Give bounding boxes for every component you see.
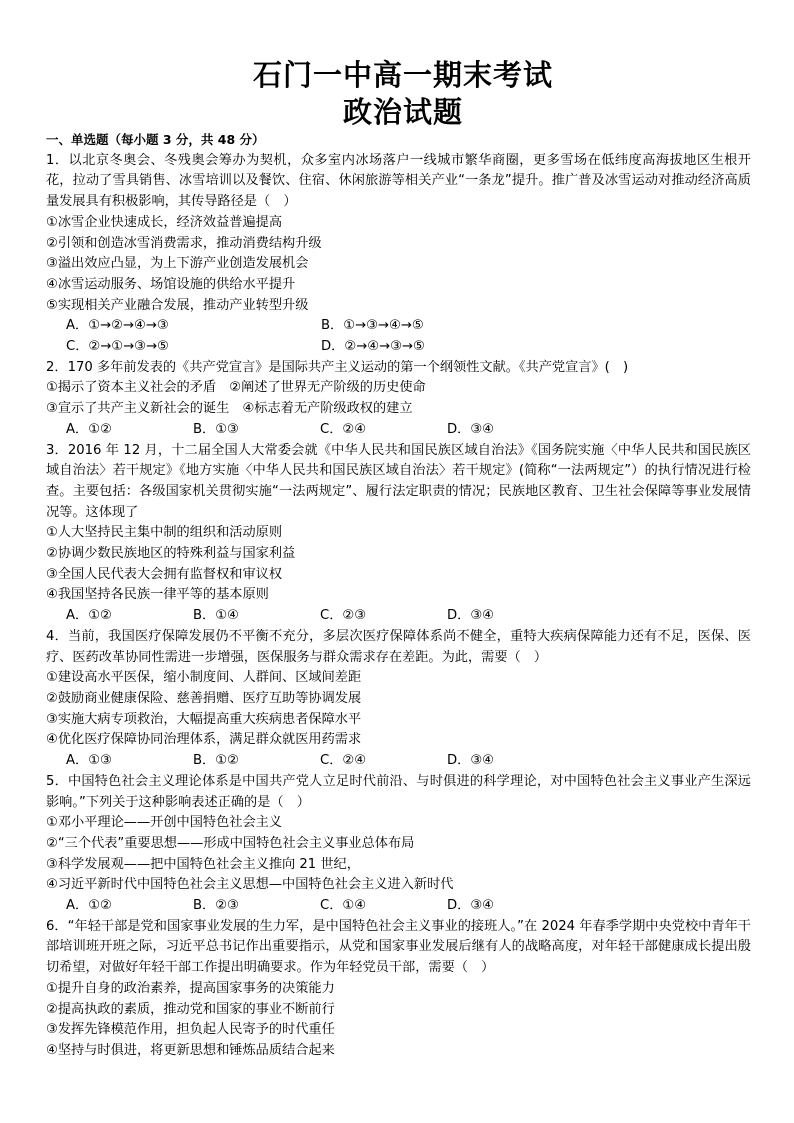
statement-item: ④优化医疗保障协同治理体系，满足群众就医用药需求 xyxy=(46,732,362,748)
option-a: A．①② xyxy=(66,608,112,624)
option-c: C．②④ xyxy=(320,753,367,769)
statement-item: ③实施大病专项救治，大幅提高重大疾病患者保障水平 xyxy=(46,711,362,727)
option-a: A．①③ xyxy=(66,753,112,769)
answer-options xyxy=(46,896,751,917)
option-d: D．③④ xyxy=(447,608,494,624)
option-d: D．③④ xyxy=(447,421,494,437)
statement-item: ①提升自身的政治素养，提高国家事务的决策能力 xyxy=(46,980,335,996)
option-d: D．②→④→③→⑤ xyxy=(321,339,425,355)
question-stem: 2．170 多年前发表的《共产党宣言》是国际共产主义运动的第一个纲领性文献。《共产党宣言》( ) xyxy=(46,359,629,375)
option-d: D．③④ xyxy=(447,753,494,769)
option-b: B．①② xyxy=(193,753,239,769)
section-heading: 一、单选题（每小题 3 分，共 48 分） xyxy=(46,132,265,147)
statement-item: ④习近平新时代中国特色社会主义思想—中国特色社会主义进入新时代 xyxy=(46,877,454,893)
question-stem: 5．中国特色社会主义理论体系是中国共产党人立足时代前沿、与时俱进的科学理论，对中国特色社会主义事业产生深远影响。”下列关于这种影响表述正确的是（ ） xyxy=(46,773,751,810)
option-b: B．②③ xyxy=(193,898,239,914)
answer-options xyxy=(46,420,751,441)
statement-item: ④我国坚持各民族一律平等的基本原则 xyxy=(46,587,269,603)
option-c: C．②→①→③→⑤ xyxy=(66,339,169,355)
statement-item: ①冰雪企业快速成长，经济效益普遍提高 xyxy=(46,214,283,230)
statement-item: ③溢出效应凸显，为上下游产业创造发展机会 xyxy=(46,256,309,272)
question-stem: 6．“年轻干部是党和国家事业发展的生力军，是中国特色社会主义事业的接班人。”在 2024 年春季学期中央党校中青年干部培训班开班之际，习近平总书记作出重要指示，从党和国家事业发展后继有人的战略高度，对年轻干部健康成长提出殷切希望，对做好年轻干部工作提出明确要求。作为年轻党员干部，需要（ ） xyxy=(46,918,751,976)
question-1 xyxy=(46,151,751,358)
question-stem: 1．以北京冬奥会、冬残奥会筹办为契机，众多室内冰场落户一线城市繁华商圈，更多雪场在低纬度高海拔地区生根开花，拉动了雪具销售、冰雪培训以及餐饮、住宿、休闲旅游等相关产业“一条龙”提升。推广普及冰雪运动对推动经济高质量发展具有积极影响，其传导路径是（ ） xyxy=(46,152,751,210)
question-2 xyxy=(46,358,751,441)
question-5 xyxy=(46,772,751,917)
option-a: A．①→②→④→③ xyxy=(66,318,169,334)
statement-item: ②协调少数民族地区的特殊利益与国家利益 xyxy=(46,546,296,562)
question-stem: 4．当前，我国医疗保障发展仍不平衡不充分，多层次医疗保障体系尚不健全，重特大疾病保障能力还有不足，医保、医疗、医药改革协同性需进一步增强，医保服务与群众需求存在差距。为此，需要（ ） xyxy=(46,628,751,665)
statement-item: ③宣示了共产主义新社会的诞生 ④标志着无产阶级政权的建立 xyxy=(46,401,413,417)
option-b: B．①→③→④→⑤ xyxy=(321,318,424,334)
statement-item: ①建设高水平医保，缩小制度间、人群间、区域间差距 xyxy=(46,670,362,686)
statement-item: ②“三个代表”重要思想——形成中国特色社会主义事业总体布局 xyxy=(46,835,415,851)
statement-item: ②引领和创造冰雪消费需求，推动消费结构升级 xyxy=(46,235,322,251)
exam-title: 石门一中高一期末考试 xyxy=(252,58,553,92)
question-4 xyxy=(46,627,751,772)
option-c: C．②③ xyxy=(320,608,367,624)
statement-item: ①邓小平理论——开创中国特色社会主义 xyxy=(46,815,283,831)
answer-options xyxy=(46,316,751,357)
option-d: D．③④ xyxy=(447,898,494,914)
answer-options xyxy=(46,751,751,772)
option-c: C．②④ xyxy=(320,421,367,437)
exam-content xyxy=(46,130,751,1062)
statement-item: ②提高执政的素质，推动党和国家的事业不断前行 xyxy=(46,1001,335,1017)
question-stem: 3．2016 年 12 月，十二届全国人大常委会就《中华人民共和国民族区域自治法》《国务院实施〈中华人民共和国民族区域自治法〉若干规定》《地方实施〈中华人民共和国民族区域自治法〉若干规定》(简称“一法两规定”）的执行情况进行检查。主要包括：各级国家机关贯彻实施“一法两规定”、履行法定职责的情况；民族地区教育、卫生社会保障等事业发展情况等。这体现了 xyxy=(46,442,751,520)
question-6 xyxy=(46,917,751,1062)
statement-item: ③科学发展观——把中国特色社会主义推向 21 世纪， xyxy=(46,856,360,872)
option-b: B．①④ xyxy=(193,608,239,624)
option-b: B．①③ xyxy=(193,421,239,437)
statement-item: ③全国人民代表大会拥有监督权和审议权 xyxy=(46,566,283,582)
exam-subtitle: 政治试题 xyxy=(342,95,463,129)
option-a: A．①② xyxy=(66,421,112,437)
option-c: C．①④ xyxy=(320,898,367,914)
statement-item: ①揭示了资本主义社会的矛盾 ②阐述了世界无产阶级的历史使命 xyxy=(46,380,426,396)
statement-item: ④坚持与时俱进，将更新思想和锤炼品质结合起来 xyxy=(46,1042,335,1058)
statement-item: ④冰雪运动服务、场馆设施的供给水平提升 xyxy=(46,276,296,292)
question-3 xyxy=(46,441,751,627)
answer-options xyxy=(46,606,751,627)
statement-item: ③发挥先锋模范作用，担负起人民寄予的时代重任 xyxy=(46,1022,335,1038)
option-a: A．①② xyxy=(66,898,112,914)
statement-item: ⑤实现相关产业融合发展，推动产业转型升级 xyxy=(46,297,309,313)
statement-item: ②鼓励商业健康保险、慈善捐赠、医疗互助等协调发展 xyxy=(46,690,362,706)
statement-item: ①人大坚持民主集中制的组织和活动原则 xyxy=(46,525,283,541)
